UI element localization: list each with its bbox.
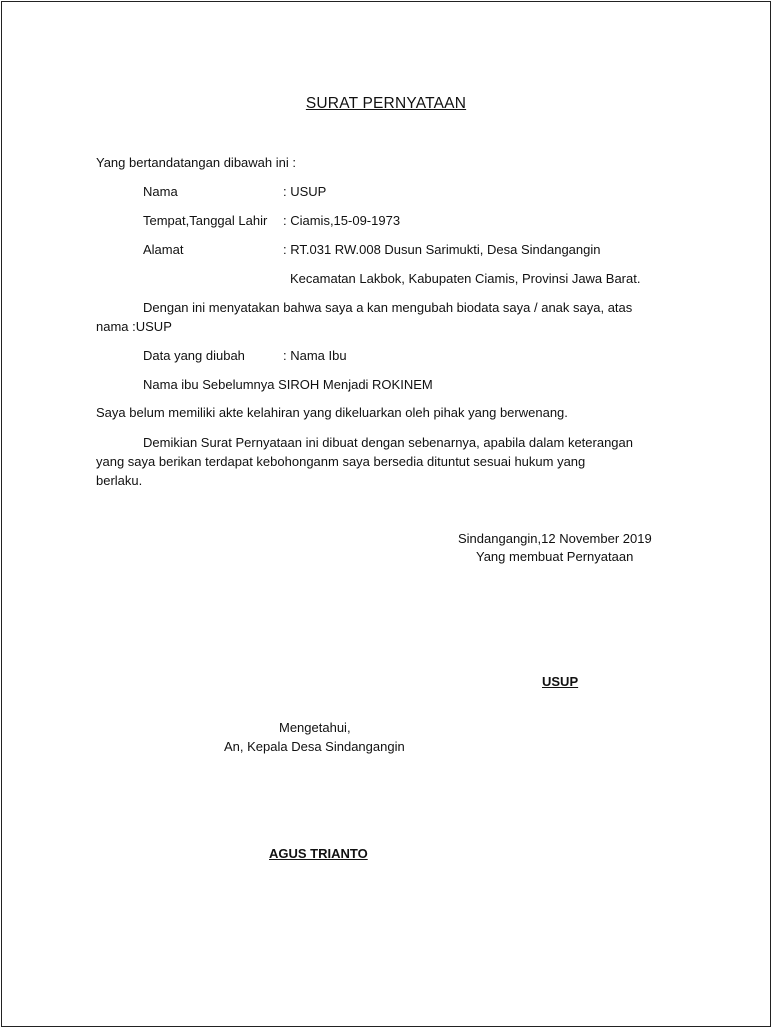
intro-text: Yang bertandatangan dibawah ini : (96, 155, 296, 170)
closing-line3: berlaku. (96, 473, 143, 488)
field-nama-label: Nama (143, 184, 178, 199)
field-data-diubah-value: : Nama Ibu (283, 348, 347, 363)
field-alamat-value: : RT.031 RW.008 Dusun Sarimukti, Desa Sindangangin (283, 242, 601, 257)
place-date: Sindangangin,12 November 2019 (458, 531, 652, 546)
statement-line1: Dengan ini menyatakan bahwa saya a kan mengubah biodata saya / anak saya, atas (143, 300, 633, 315)
maker-signature-name: USUP (542, 674, 579, 689)
document-page (1, 1, 771, 1027)
field-data-diubah-label: Data yang diubah (143, 348, 245, 363)
field-alamat-label: Alamat (143, 242, 184, 257)
official-signature-name: AGUS TRIANTO (269, 846, 368, 861)
closing-line2: yang saya berikan terdapat kebohonganm saya bersedia dituntut sesuai hukum yang (96, 454, 586, 469)
statement-line2: nama :USUP (96, 319, 172, 334)
field-ttl-value: : Ciamis,15-09-1973 (283, 213, 401, 228)
document-title: SURAT PERNYATAAN (305, 95, 467, 112)
field-ttl-label: Tempat,Tanggal Lahir (143, 213, 268, 228)
maker-label: Yang membuat Pernyataan (476, 549, 634, 564)
no-birth-cert-text: Saya belum memiliki akte kelahiran yang dikeluarkan oleh pihak yang berwenang. (96, 405, 568, 420)
field-alamat-value-line2: Kecamatan Lakbok, Kabupaten Ciamis, Provinsi Jawa Barat. (290, 271, 641, 286)
acknowledged-text: Mengetahui, (279, 720, 351, 735)
change-detail: Nama ibu Sebelumnya SIROH Menjadi ROKINEM (143, 377, 433, 392)
field-nama-value: : USUP (283, 184, 327, 199)
acknowledged-by: An, Kepala Desa Sindangangin (224, 739, 405, 754)
closing-line1: Demikian Surat Pernyataan ini dibuat dengan sebenarnya, apabila dalam keterangan (143, 435, 633, 450)
